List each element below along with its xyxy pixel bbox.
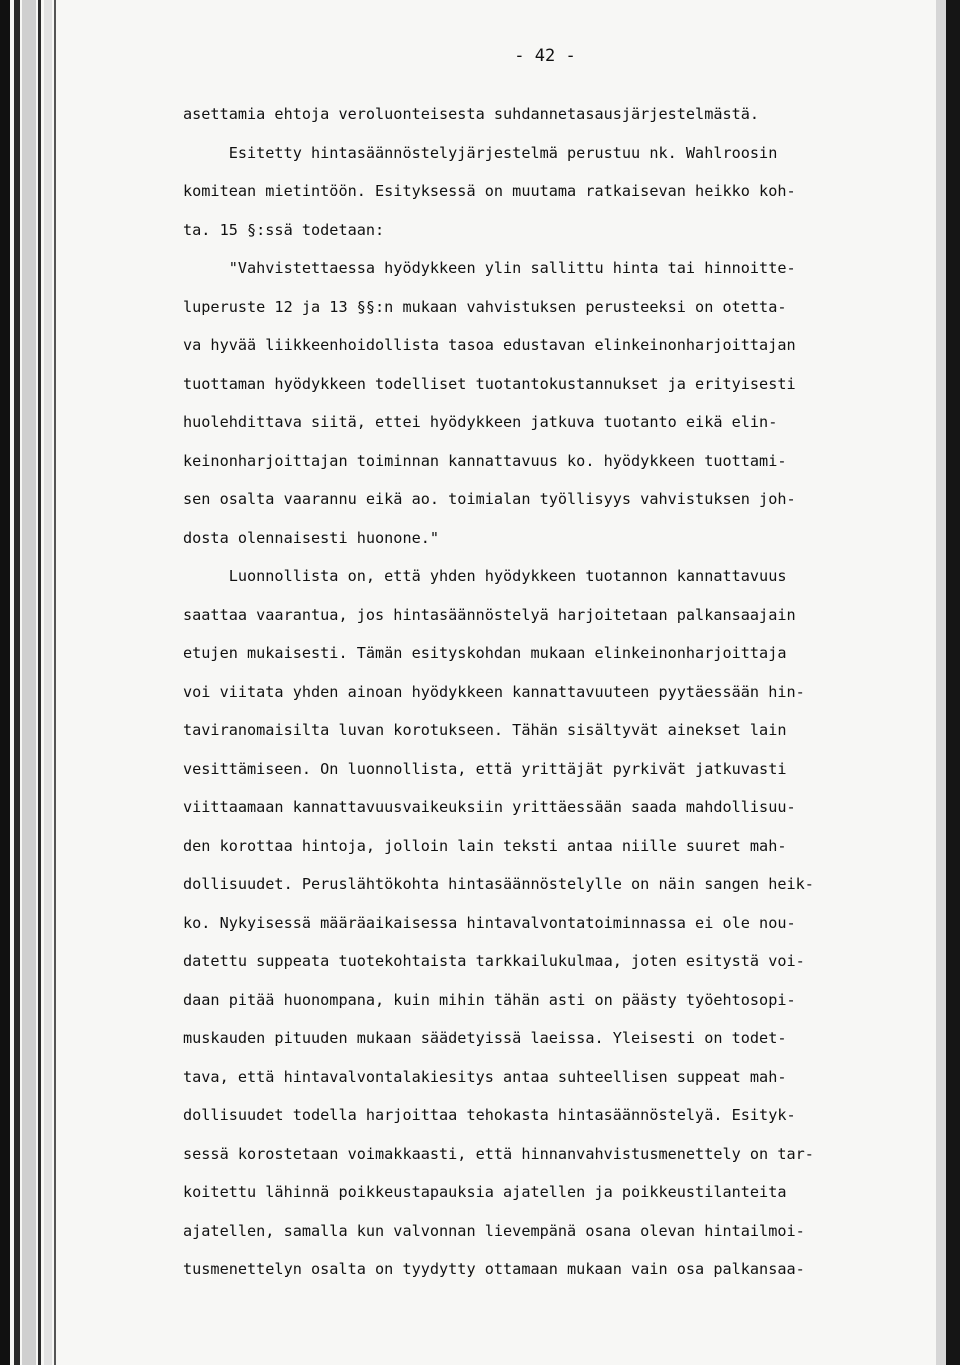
text-line: tava, että hintavalvontalakiesitys antaa suhteellisen suppeat mah-	[183, 1067, 787, 1086]
text-line: "Vahvistettaessa hyödykkeen ylin sallittu hinta tai hinnoitte-	[183, 259, 796, 277]
text-line: saattaa vaarantua, jos hintasäännöstelyä harjoitetaan palkansaajain	[183, 605, 796, 624]
text-line: va hyvää liikkeenhoidollista tasoa edustavan elinkeinonharjoittajan	[183, 336, 796, 354]
text-line: asettamia ehtoja veroluonteisesta suhdannetasausjärjestelmästä.	[183, 105, 760, 123]
text-line: dollisuudet. Peruslähtökohta hintasäännöstelylle on näin sangen heik-	[183, 875, 814, 893]
page-stack-line-inner	[54, 0, 56, 1365]
body-text	[183, 102, 913, 1296]
text-line: muskauden pituuden mukaan säädetyissä laeissa. Yleisesti on todet-	[183, 1029, 787, 1047]
text-line: Esitetty hintasäännöstelyjärjestelmä perustuu nk. Wahlroosin	[183, 143, 778, 162]
text-line: den korottaa hintoja, jolloin lain teksti antaa niille suuret mah-	[183, 836, 787, 855]
text-line: tuottaman hyödykkeen todelliset tuotantokustannukset ja erityisesti	[183, 374, 796, 393]
text-line: koitettu lähinnä poikkeustapauksia ajatellen ja poikkeustilanteita	[183, 1183, 787, 1201]
text-line: vesittämiseen. On luonnollista, että yrittäjät pyrkivät jatkuvasti	[183, 759, 787, 778]
text-line: tusmenettelyn osalta on tyydytty ottamaan mukaan vain osa palkansaa-	[183, 1260, 805, 1278]
text-line: taviranomaisilta luvan korotukseen. Tähän sisältyvät ainekset lain	[183, 721, 787, 739]
text-line: Luonnollista on, että yhden hyödykkeen tuotannon kannattavuus	[183, 567, 787, 585]
text-line: komitean mietintöön. Esityksessä on muutama ratkaisevan heikko koh-	[183, 182, 796, 200]
page-stack-edge-inner	[44, 0, 52, 1365]
text-line: datettu suppeata tuotekohtaista tarkkailukulmaa, joten esitystä voi-	[183, 952, 805, 970]
text-line: huolehdittava siitä, ettei hyödykkeen jatkuva tuotanto eikä elin-	[183, 413, 778, 431]
text-line: daan pitää huonompana, kuin mihin tähän asti on päästy työehtosopi-	[183, 990, 796, 1009]
binding-edge	[0, 0, 10, 1365]
right-page-edge	[936, 0, 946, 1365]
text-line: luperuste 12 ja 13 §§:n mukaan vahvistuksen perusteeksi on otetta-	[183, 297, 787, 316]
text-line: etujen mukaisesti. Tämän esityskohdan mukaan elinkeinonharjoittaja	[183, 644, 787, 662]
text-line: dosta olennaisesti huonone."	[183, 528, 440, 547]
text-line: voi viitata yhden ainoan hyödykkeen kannattavuuteen pyytäessään hin-	[183, 682, 805, 701]
text-line: dollisuudet todella harjoittaa tehokasta hintasäännöstelyä. Esityk-	[183, 1106, 796, 1124]
right-scan-border	[946, 0, 960, 1365]
text-line: keinonharjoittajan toiminnan kannattavuus ko. hyödykkeen tuottami-	[183, 451, 787, 470]
text-line: ajatellen, samalla kun valvonnan lievempänä osana olevan hintailmoi-	[183, 1221, 805, 1240]
text-line: ko. Nykyisessä määräaikaisessa hintavalvontatoiminnassa ei ole nou-	[183, 913, 796, 932]
text-line: ta. 15 §:ssä todetaan:	[183, 220, 385, 239]
page-number: - 42 -	[514, 46, 576, 66]
page-stack-edge	[22, 0, 36, 1365]
text-line: sen osalta vaarannu eikä ao. toimialan työllisyys vahvistuksen joh-	[183, 490, 796, 508]
text-line: sessä korostetaan voimakkaasti, että hinnanvahvistusmenettely on tar-	[183, 1144, 814, 1163]
page-stack-line	[38, 0, 41, 1365]
text-line: viittaamaan kannattavuusvaikeuksiin yrittäessään saada mahdollisuu-	[183, 798, 796, 816]
binding-shadow	[14, 0, 20, 1365]
